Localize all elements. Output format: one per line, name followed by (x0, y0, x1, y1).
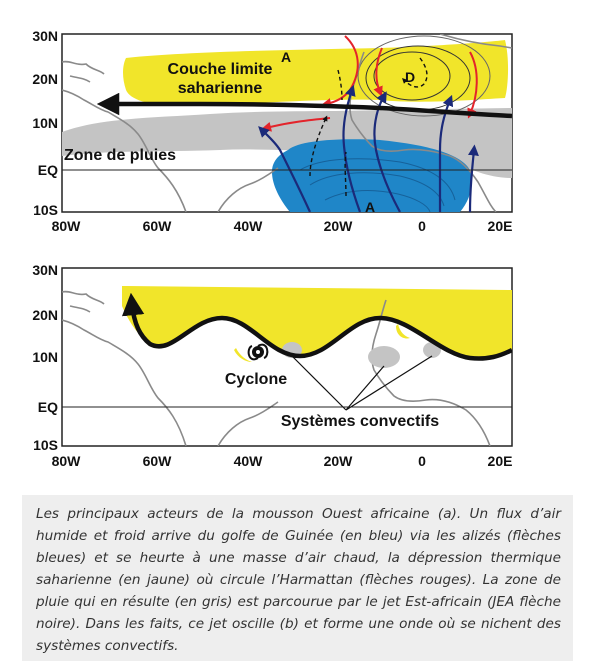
figure-caption-box (22, 495, 573, 661)
cyclone-label: Cyclone (224, 371, 288, 388)
y-axis-ticks (32, 262, 58, 453)
zone-de-pluies-label: Zone de pluies (64, 147, 177, 164)
y-tick: 10S (33, 437, 58, 453)
couche-limite-label: Couche limite (167, 61, 273, 78)
x-tick: 60W (142, 218, 172, 234)
figure-caption: Les principaux acteurs de la mousson Ouest africaine (a). Un flux d’air humide et froid arrive du golfe de Guinée (en bleu) via les alizés (flèches bleues) et se heurte à une masse d’air chaud, la dépression thermique saharienne (en jaune) où circule l’Harmattan (flèches rouges). La zone de pluie qui en résulte (en gris) est parcourue par le jet Est-africain (JEA flèche noire). Dans les faits, ce jet oscille (b) et forme une onde où se nichent des systèmes convectifs. (36, 506, 561, 654)
y-tick: 10S (33, 202, 58, 218)
x-tick: 0 (418, 453, 426, 469)
y-tick: EQ (37, 399, 58, 415)
convective-systems-label: Systèmes convectifs (280, 413, 440, 430)
y-tick: 20N (32, 71, 58, 87)
anticyclone-a-top-label: A (280, 49, 292, 65)
depression-d-label: D (404, 69, 416, 85)
x-tick: 60W (142, 453, 172, 469)
y-tick: 30N (32, 262, 58, 278)
y-tick: 10N (32, 349, 58, 365)
x-axis-ticks (52, 453, 513, 469)
x-tick: 80W (51, 218, 81, 234)
y-tick: EQ (37, 162, 58, 178)
saharienne-label: saharienne (177, 80, 263, 97)
y-tick: 20N (32, 307, 58, 323)
x-tick: 80W (51, 453, 81, 469)
x-tick: 20W (323, 453, 353, 469)
x-tick: 20E (487, 218, 513, 234)
y-tick: 10N (32, 115, 58, 131)
anticyclone-a-bottom-label: A (364, 199, 376, 215)
x-tick: 40W (233, 453, 263, 469)
y-tick: 30N (32, 28, 58, 44)
x-tick: 0 (418, 218, 426, 234)
x-tick: 20W (323, 218, 353, 234)
x-tick: 20E (487, 453, 513, 469)
x-tick: 40W (233, 218, 263, 234)
